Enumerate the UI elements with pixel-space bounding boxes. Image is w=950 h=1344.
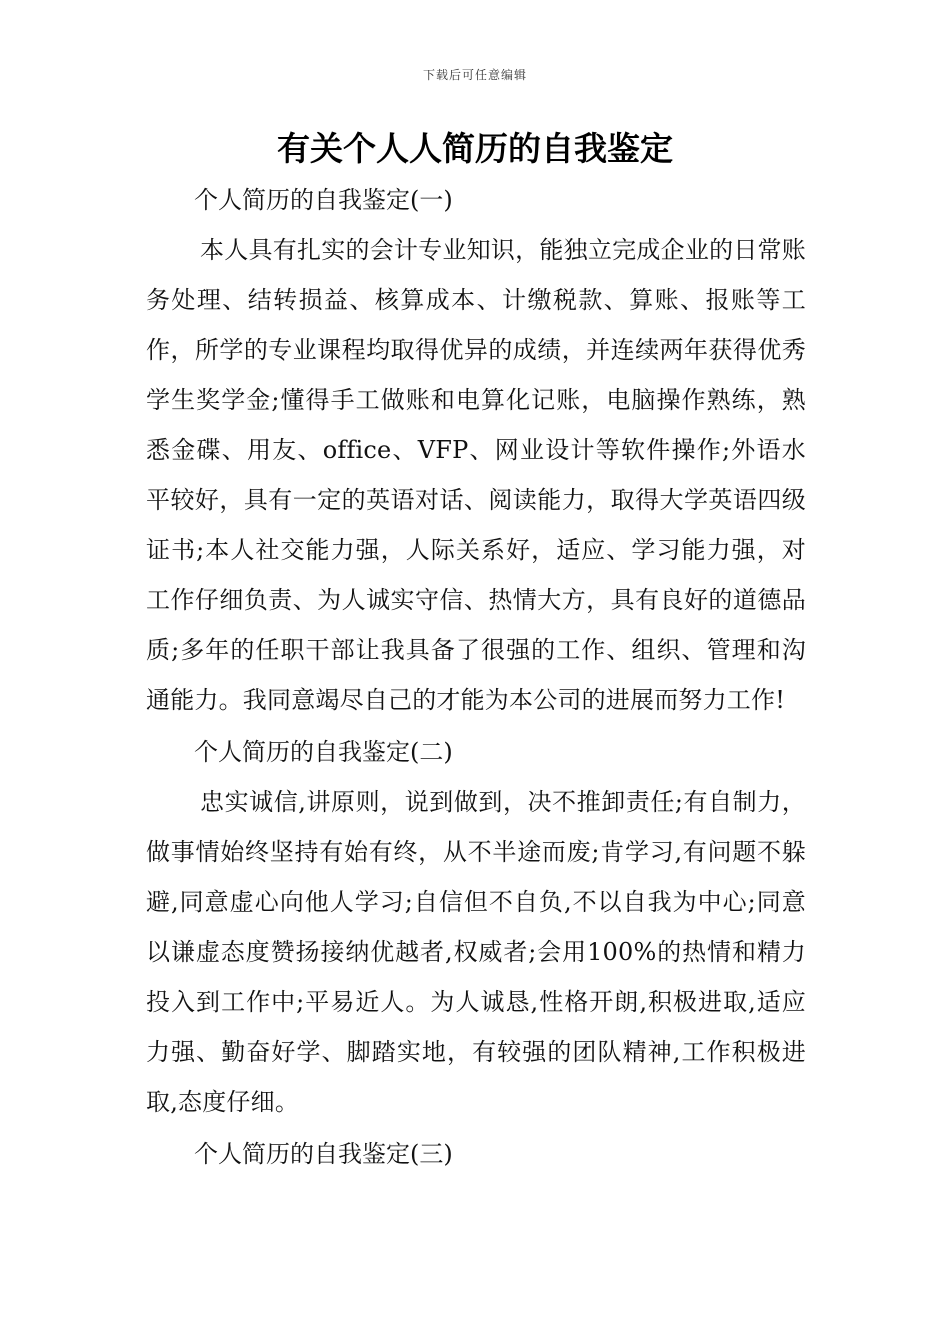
header-note: 下载后可任意编辑: [422, 68, 527, 82]
section-heading-3: 个人简历的自我鉴定(三): [194, 1140, 453, 1168]
section-heading-1: 个人简历的自我鉴定(一): [194, 186, 453, 214]
section-body-1: 本人具有扎实的会计专业知识，能独立完成企业的日常账务处理、结转损益、核算成本、计缴税款、算账、报账等工作，所学的专业课程均取得优异的成绩，并连续两年获得优秀学生奖学金;懂得手工做账和电算化记账，电脑操作熟练，熟悉金碟、用友、office、VFP、网业设计等软件操作;外语水平较好，具有一定的英语对话、阅读能力，取得大学英语四级证书;本人社交能力强，人际关系好，适应、学习能力强，对工作仔细负责、为人诚实守信、热情大方，具有良好的道德品质;多年的任职干部让我具备了很强的工作、组织、管理和沟通能力。我同意竭尽自己的才能为本公司的进展而努力工作!: [146, 236, 806, 714]
document-title: 有关个人人简历的自我鉴定: [277, 129, 673, 168]
section-body-2: 忠实诚信,讲原则，说到做到，决不推卸责任;有自制力，做事情始终坚持有始有终，从不半途而废;肯学习,有问题不躲避,同意虚心向他人学习;自信但不自负,不以自我为中心;同意以谦虚态度赞扬接纳优越者,权威者;会用100%的热情和精力投入到工作中;平易近人。为人诚恳,性格开朗,积极进取,适应力强、勤奋好学、脚踏实地，有较强的团队精神,工作积极进取,态度仔细。: [146, 788, 806, 1116]
document-body: [146, 175, 806, 1179]
section-heading-2: 个人简历的自我鉴定(二): [194, 738, 453, 766]
